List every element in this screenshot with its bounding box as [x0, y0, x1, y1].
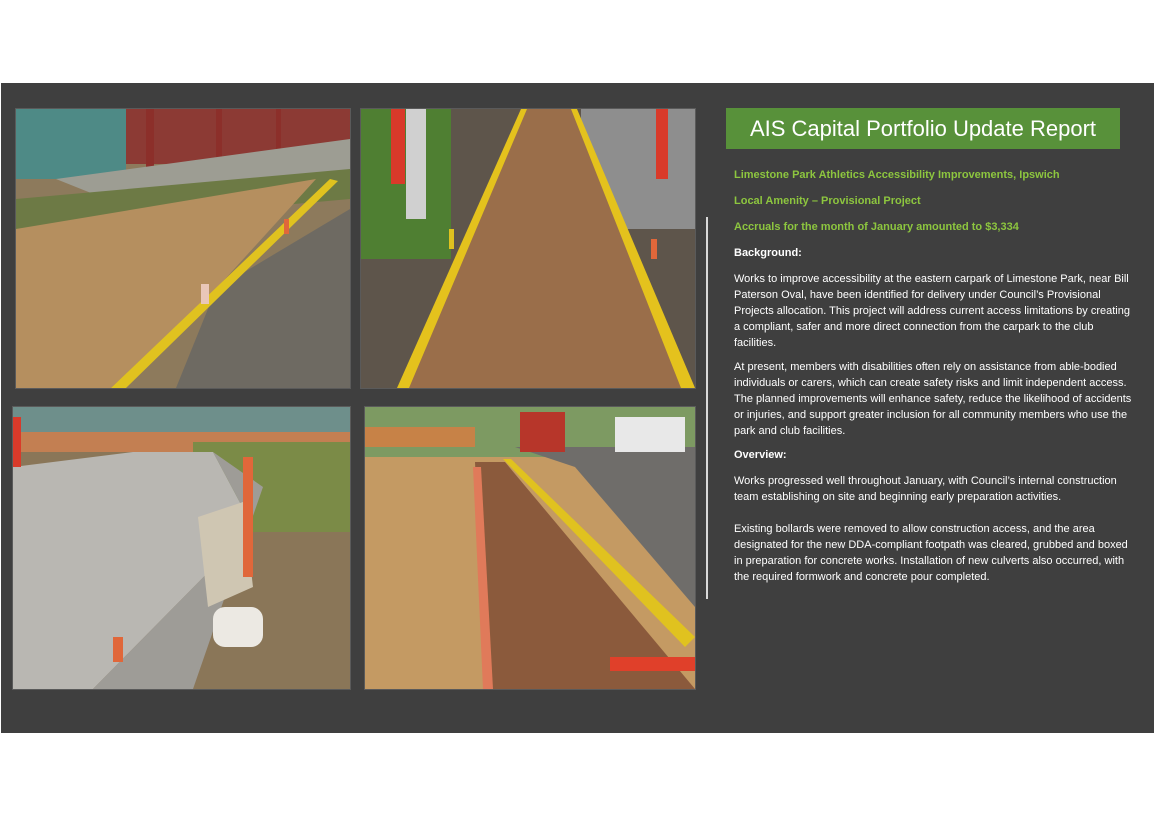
photo-image — [16, 109, 350, 388]
photo-image — [361, 109, 695, 388]
accruals-heading: Accruals for the month of January amounted to $3,334 — [734, 221, 1019, 233]
report-slide — [1, 83, 1154, 733]
site-photo-boxed-path-building — [15, 108, 351, 389]
site-photo-long-formwork — [360, 108, 696, 389]
overview-heading: Overview: — [734, 449, 787, 461]
site-photo-reinforcement-mesh — [364, 406, 696, 690]
program-heading: Local Amenity – Provisional Project — [734, 195, 921, 207]
project-name-heading: Limestone Park Athletics Accessibility Improvements, Ipswich — [734, 169, 1060, 181]
photo-image — [13, 407, 350, 689]
photo-image — [365, 407, 695, 689]
overview-paragraph-2: Existing bollards were removed to allow construction access, and the area designated for the new DDA-compliant footpath was cleared, grubbed and boxed in preparation for concrete works. Installation of new culverts also occurred, with the required formwork and concrete pour completed. — [734, 523, 1128, 583]
report-title-bar: AIS Capital Portfolio Update Report — [726, 108, 1120, 149]
background-paragraph-1: Works to improve accessibility at the eastern carpark of Limestone Park, near Bill Paterson Oval, have been identified for delivery under Council’s Provisional Projects allocation. This project will address current access limitations by creating a compliant, safer and more direct connection from the carpark to the club facilities. — [734, 273, 1130, 349]
background-heading: Background: — [734, 247, 802, 259]
report-text-column — [734, 167, 1134, 593]
column-divider — [706, 217, 708, 599]
site-photo-concrete-pour — [12, 406, 351, 690]
background-paragraph-2: At present, members with disabilities often rely on assistance from able-bodied individuals or carers, which can create safety risks and limit independent access. The planned improvements will enhance safety, reduce the likelihood of accidents or injuries, and support greater inclusion for all community members who use the park and club facilities. — [734, 361, 1132, 437]
overview-paragraph-1: Works progressed well throughout January, with Council’s internal construction team establishing on site and beginning early preparation activities. — [734, 475, 1117, 503]
